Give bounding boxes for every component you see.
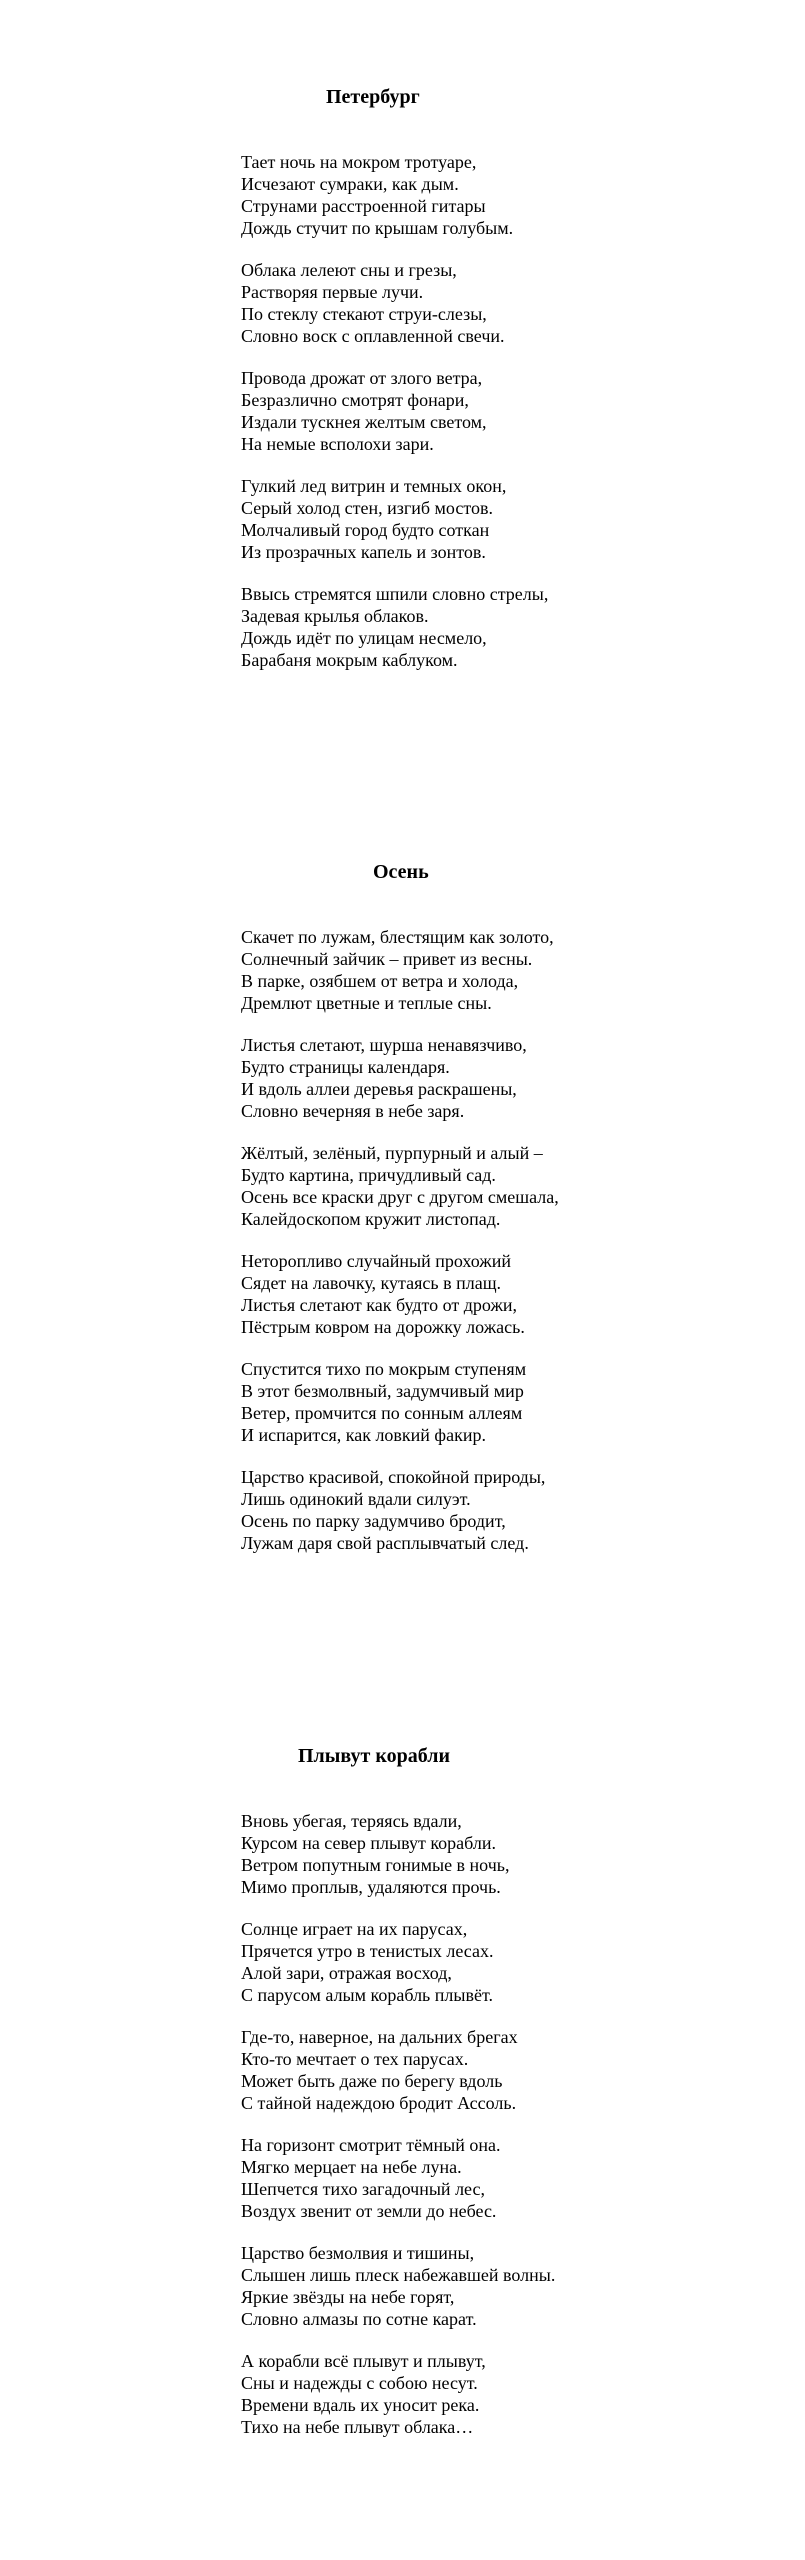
poem-line: Листья слетают, шурша ненавязчиво, <box>241 1035 527 1055</box>
poem-line: Дождь идёт по улицам несмело, <box>241 628 487 648</box>
poem-line: С парусом алым корабль плывёт. <box>241 1985 493 2005</box>
poem-line: Пёстрым ковром на дорожку ложась. <box>241 1317 525 1337</box>
poem-line: Времени вдаль их уносит река. <box>241 2395 480 2415</box>
stanza <box>241 2026 518 2114</box>
poem-line: Серый холод стен, изгиб мостов. <box>241 498 493 518</box>
stanza <box>241 367 487 455</box>
poem-line: Воздух звенит от земли до небес. <box>241 2201 497 2221</box>
poem-line: Сны и надежды с собою несут. <box>241 2373 478 2393</box>
stanza <box>241 151 513 239</box>
poem-line: Мимо проплыв, удаляются прочь. <box>241 1877 501 1897</box>
poem-line: Алой зари, отражая восход, <box>241 1963 452 1983</box>
poem-line: Кто-то мечтает о тех парусах. <box>241 2049 469 2069</box>
stanza <box>241 1918 493 2006</box>
stanza <box>241 1810 509 1898</box>
stanza <box>241 2350 486 2438</box>
poem-line: А корабли всё плывут и плывут, <box>241 2351 486 2371</box>
poem-line: На немые всполохи зари. <box>241 434 434 454</box>
poem-line: Растворяя первые лучи. <box>241 282 424 302</box>
stanza <box>241 1142 559 1230</box>
poem-line: Тает ночь на мокром тротуаре, <box>241 152 477 172</box>
poem-line: Солнце играет на их парусах, <box>241 1919 468 1939</box>
poem-line: Царство красивой, спокойной природы, <box>241 1467 546 1487</box>
poem-line: Шепчется тихо загадочный лес, <box>241 2179 485 2199</box>
poem-line: Словно алмазы по сотне карат. <box>241 2309 477 2329</box>
poem-line: Из прозрачных капель и зонтов. <box>241 542 486 562</box>
poem-line: И испарится, как ловкий факир. <box>241 1425 486 1445</box>
poem-line: Спустится тихо по мокрым ступеням <box>241 1359 527 1379</box>
poem-line: Калейдоскопом кружит листопад. <box>241 1209 501 1229</box>
poem-line: Провода дрожат от злого ветра, <box>241 368 483 388</box>
poem-line: Дождь стучит по крышам голубым. <box>241 218 514 238</box>
stanza <box>241 583 548 671</box>
poem-line: Курсом на север плывут корабли. <box>241 1833 496 1853</box>
poem-line: Гулкий лед витрин и темных окон, <box>241 476 507 496</box>
poem-line: И вдоль аллеи деревья раскрашены, <box>241 1079 517 1099</box>
poem-line: Вновь убегая, теряясь вдали, <box>241 1811 462 1831</box>
poem-line: На горизонт смотрит тёмный она. <box>241 2135 501 2155</box>
poem-line: Может быть даже по берегу вдоль <box>241 2071 503 2091</box>
poem-line: Жёлтый, зелёный, пурпурный и алый – <box>241 1143 543 1163</box>
poem-line: Ввысь стремятся шпили словно стрелы, <box>241 584 549 604</box>
poem-line: Ветер, промчится по сонным аллеям <box>241 1403 523 1423</box>
poem-line: Солнечный зайчик – привет из весны. <box>241 949 533 969</box>
poem-line: С тайной надеждою бродит Ассоль. <box>241 2093 517 2113</box>
poem-line: Будто картина, причудливый сад. <box>241 1165 496 1185</box>
poem-line: Осень по парку задумчиво бродит, <box>241 1511 506 1531</box>
poem-line: Молчаливый город будто соткан <box>241 520 490 540</box>
poem-title: Петербург <box>326 86 420 108</box>
poem-line: Безразлично смотрят фонари, <box>241 390 469 410</box>
stanza <box>241 2242 555 2330</box>
poem-line: Яркие звёзды на небе горят, <box>241 2287 455 2307</box>
poem-line: Неторопливо случайный прохожий <box>241 1251 511 1271</box>
poem-line: Прячется утро в тенистых лесах. <box>241 1941 494 1961</box>
poem-line: Струнами расстроенной гитары <box>241 196 486 216</box>
poem-line: В этот безмолвный, задумчивый мир <box>241 1381 524 1401</box>
poem-line: Слышен лишь плеск набежавшей волны. <box>241 2265 556 2285</box>
poem-title: Осень <box>373 861 429 883</box>
stanza <box>241 259 505 347</box>
poem-line: Издали тускнея желтым светом, <box>241 412 487 432</box>
poem-line: Скачет по лужам, блестящим как золото, <box>241 927 554 947</box>
poem-line: Царство безмолвия и тишины, <box>241 2243 475 2263</box>
poem-line: Тихо на небе плывут облака… <box>241 2417 474 2437</box>
stanza <box>241 2134 501 2222</box>
poem-line: Ветром попутным гонимые в ночь, <box>241 1855 510 1875</box>
poem-line: Барабаня мокрым каблуком. <box>241 650 458 670</box>
poem-line: Сядет на лавочку, кутаясь в плащ. <box>241 1273 502 1293</box>
poem-line: Словно вечерняя в небе заря. <box>241 1101 465 1121</box>
poem-line: По стеклу стекают струи-слезы, <box>241 304 487 324</box>
poem-line: Лишь одинокий вдали силуэт. <box>241 1489 471 1509</box>
poem-line: В парке, озябшем от ветра и холода, <box>241 971 519 991</box>
stanza <box>241 1250 525 1338</box>
stanza <box>241 1466 545 1554</box>
stanza <box>241 926 554 1014</box>
stanza <box>241 475 506 563</box>
poem-line: Лужам даря свой расплывчатый след. <box>241 1533 529 1553</box>
poem-line: Будто страницы календаря. <box>241 1057 450 1077</box>
poem-line: Осень все краски друг с другом смешала, <box>241 1187 559 1207</box>
poem-title: Плывут корабли <box>298 1745 450 1767</box>
poem-line: Словно воск с оплавленной свечи. <box>241 326 505 346</box>
poem-line: Где-то, наверное, на дальних брегах <box>241 2027 518 2047</box>
poem-line: Задевая крылья облаков. <box>241 606 429 626</box>
poem-line: Листья слетают как будто от дрожи, <box>241 1295 518 1315</box>
stanza <box>241 1034 527 1122</box>
poem-line: Исчезают сумраки, как дым. <box>241 174 459 194</box>
stanza <box>241 1358 526 1446</box>
poem-line: Дремлют цветные и теплые сны. <box>241 993 492 1013</box>
poem-line: Мягко мерцает на небе луна. <box>241 2157 462 2177</box>
poem-line: Облака лелеют сны и грезы, <box>241 260 457 280</box>
